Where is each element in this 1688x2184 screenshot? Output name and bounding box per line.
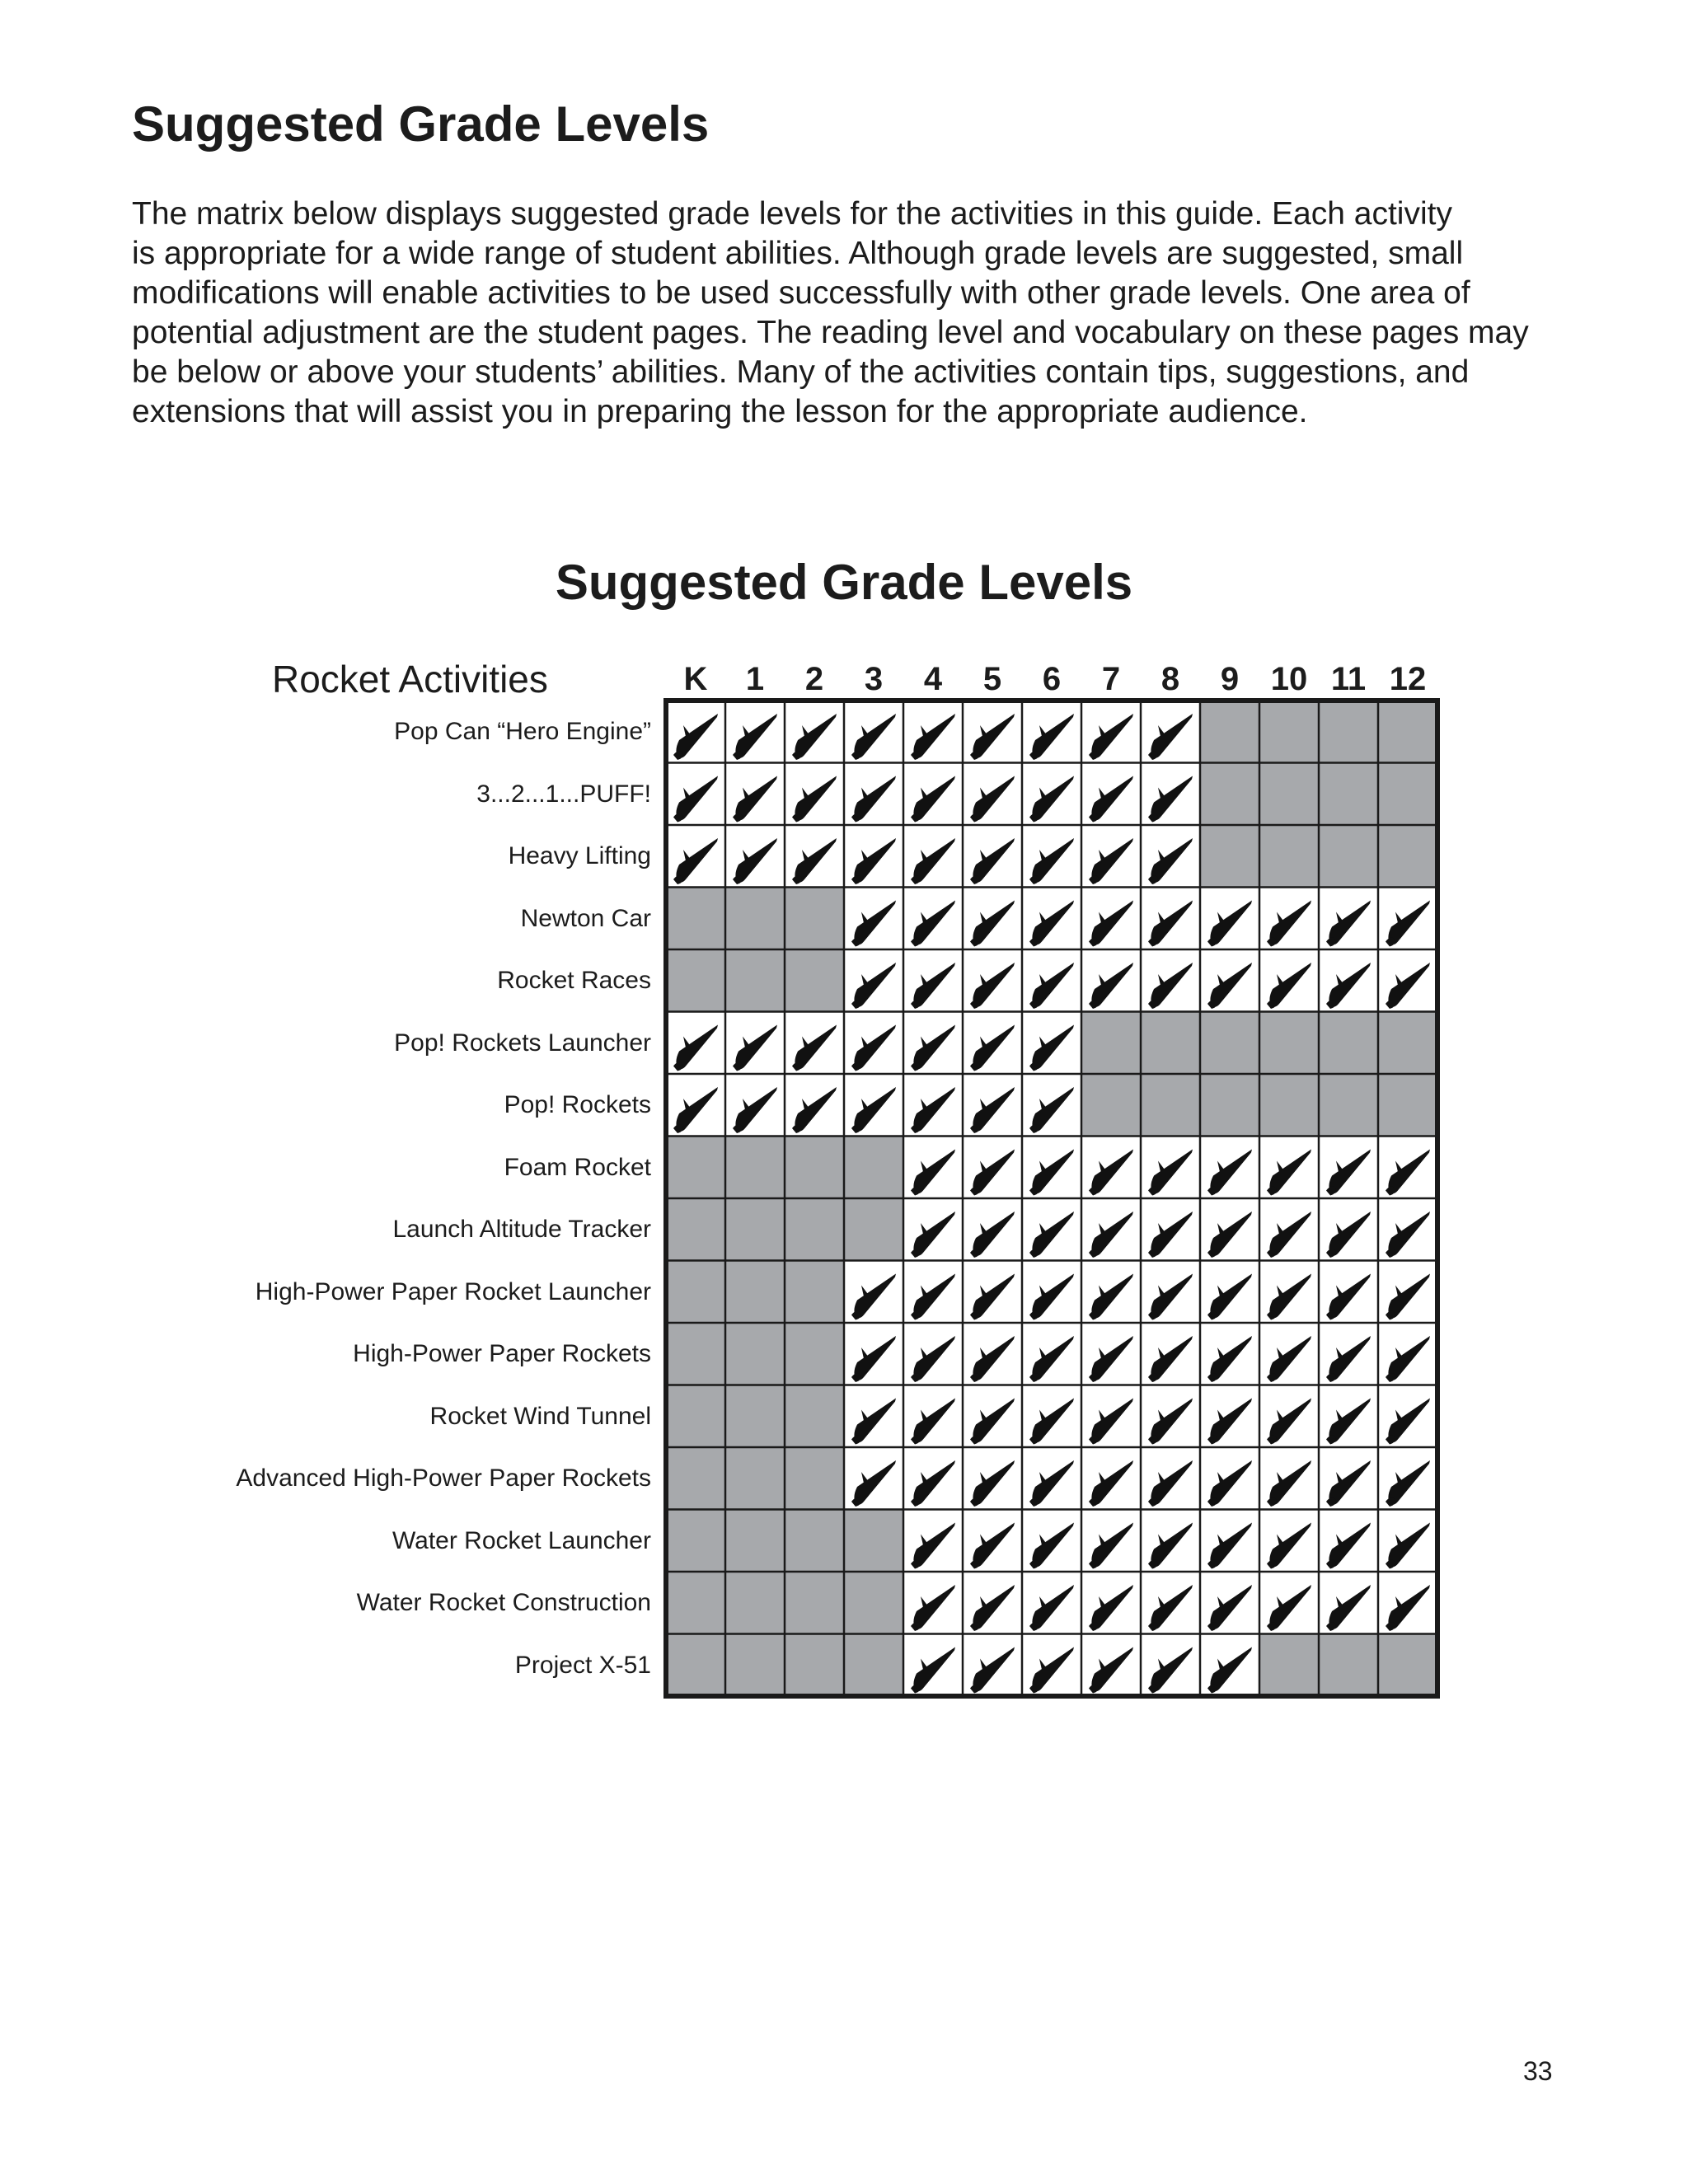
grade-cell-shaded (666, 1510, 725, 1572)
activity-label: Project X-51 (514, 1651, 651, 1679)
grade-cell-shaded (666, 949, 725, 1012)
grade-cell-shaded (1200, 1074, 1259, 1137)
grade-header-5: 5 (982, 661, 1002, 697)
grade-cell-shaded (785, 1634, 844, 1697)
grade-cell-shaded (1200, 825, 1259, 888)
grade-cell-shaded (725, 949, 785, 1012)
grade-cell-shaded (725, 1137, 785, 1199)
grade-cell-shaded (1259, 825, 1319, 888)
intro-line: be below or above your students’ abilities. Many of the activities contain tips, suggestions, and (132, 354, 1470, 390)
grade-cell-shaded (1200, 763, 1259, 826)
matrix-header-label: Rocket Activities (272, 658, 548, 701)
grade-cell-shaded (1378, 1074, 1437, 1137)
activity-label: Rocket Wind Tunnel (429, 1402, 651, 1430)
grade-cell-shaded (1141, 1074, 1200, 1137)
activity-label: Launch Altitude Tracker (392, 1216, 651, 1243)
grade-cell-shaded (666, 1634, 725, 1697)
grade-cell-shaded (666, 1323, 725, 1385)
matrix-title: Suggested Grade Levels (555, 555, 1133, 610)
grade-cell-shaded (1081, 1012, 1141, 1075)
grade-cell-shaded (1319, 1074, 1378, 1137)
grade-cell-shaded (1378, 1634, 1437, 1697)
grade-cell-shaded (1259, 1074, 1319, 1137)
grade-cell-shaded (1141, 1012, 1200, 1075)
grade-cell-shaded (666, 1572, 725, 1634)
grade-cell-shaded (666, 1137, 725, 1199)
grade-cell-shaded (1319, 763, 1378, 826)
grade-cell-shaded (785, 1137, 844, 1199)
grade-cell-shaded (844, 1198, 903, 1261)
grade-cell-shaded (1378, 701, 1437, 763)
grade-cell-shaded (725, 1634, 785, 1697)
grade-cell-shaded (1259, 1634, 1319, 1697)
activity-label: Newton Car (520, 904, 651, 932)
grade-cell-shaded (666, 1447, 725, 1510)
grade-cell-shaded (785, 1447, 844, 1510)
grade-cell-shaded (1378, 825, 1437, 888)
grade-header-8: 8 (1160, 661, 1180, 697)
page-title: Suggested Grade Levels (132, 96, 710, 152)
intro-line: The matrix below displays suggested grade levels for the activities in this guide. Each activity (132, 196, 1452, 232)
grade-cell-shaded (725, 1385, 785, 1448)
grade-cell-shaded (725, 1447, 785, 1510)
grade-header-1: 1 (745, 661, 765, 697)
intro-line: extensions that will assist you in preparing the lesson for the appropriate audience. (132, 394, 1308, 429)
grade-cell-shaded (1319, 825, 1378, 888)
grade-header-11: 11 (1330, 661, 1367, 697)
grade-cell-shaded (1378, 763, 1437, 826)
activity-label: Water Rocket Launcher (392, 1526, 651, 1554)
grade-header-9: 9 (1220, 661, 1240, 697)
grade-cell-shaded (725, 1198, 785, 1261)
activity-label: High-Power Paper Rocket Launcher (255, 1277, 651, 1305)
grade-cell-shaded (785, 1261, 844, 1324)
activity-label: 3...2...1...PUFF! (476, 780, 651, 808)
activity-label: Heavy Lifting (508, 842, 651, 869)
grade-cell-shaded (844, 1634, 903, 1697)
grade-cell-shaded (666, 1198, 725, 1261)
grade-header-K: K (683, 661, 708, 697)
grade-cell-shaded (725, 1572, 785, 1634)
grade-header-3: 3 (864, 661, 884, 697)
activity-label: Pop! Rockets Launcher (394, 1029, 651, 1057)
activity-label: Advanced High-Power Paper Rockets (236, 1465, 651, 1492)
grade-cell-shaded (1378, 1012, 1437, 1075)
activity-label: Pop! Rockets (504, 1091, 651, 1118)
grade-cell-shaded (844, 1510, 903, 1572)
activity-label: High-Power Paper Rockets (353, 1340, 651, 1367)
grade-cell-shaded (844, 1572, 903, 1634)
grade-header-12: 12 (1389, 661, 1427, 697)
grade-cell-shaded (1200, 1012, 1259, 1075)
grade-cell-shaded (844, 1137, 903, 1199)
grade-cell-shaded (1259, 701, 1319, 763)
grade-cell-shaded (666, 1261, 725, 1324)
grade-cell-shaded (785, 1572, 844, 1634)
grade-header-10: 10 (1270, 661, 1308, 697)
grade-cell-shaded (725, 1510, 785, 1572)
intro-line: potential adjustment are the student pages. The reading level and vocabulary on these pages may (132, 315, 1529, 350)
grade-cell-shaded (785, 949, 844, 1012)
activity-label: Water Rocket Construction (356, 1589, 651, 1616)
intro-line: is appropriate for a wide range of student abilities. Although grade levels are suggested, small (132, 236, 1464, 271)
activity-label: Pop Can “Hero Engine” (394, 718, 651, 745)
grade-cell-shaded (1259, 1012, 1319, 1075)
grade-cell-shaded (785, 1323, 844, 1385)
grade-cell-shaded (725, 1261, 785, 1324)
activity-label: Foam Rocket (504, 1153, 651, 1181)
grade-cell-shaded (785, 1510, 844, 1572)
grade-header-4: 4 (923, 661, 943, 697)
grade-cell-shaded (785, 888, 844, 950)
grade-cell-shaded (1319, 1012, 1378, 1075)
grade-header-6: 6 (1042, 661, 1062, 697)
page-number: 33 (1523, 2056, 1553, 2086)
grade-cell-shaded (785, 1198, 844, 1261)
grade-cell-shaded (785, 1385, 844, 1448)
grade-cell-shaded (1081, 1074, 1141, 1137)
grade-cell-shaded (666, 1385, 725, 1448)
intro-line: modifications will enable activities to be used successfully with other grade levels. One area of (132, 275, 1470, 311)
grade-cell-shaded (725, 888, 785, 950)
grade-cell-shaded (666, 888, 725, 950)
activity-label: Rocket Races (497, 967, 651, 994)
grade-header-7: 7 (1101, 661, 1121, 697)
grade-cell-shaded (1200, 701, 1259, 763)
grade-cell-shaded (1319, 1634, 1378, 1697)
grade-header-2: 2 (804, 661, 824, 697)
grade-cell-shaded (1319, 701, 1378, 763)
grade-cell-shaded (725, 1323, 785, 1385)
grade-cell-shaded (1259, 763, 1319, 826)
